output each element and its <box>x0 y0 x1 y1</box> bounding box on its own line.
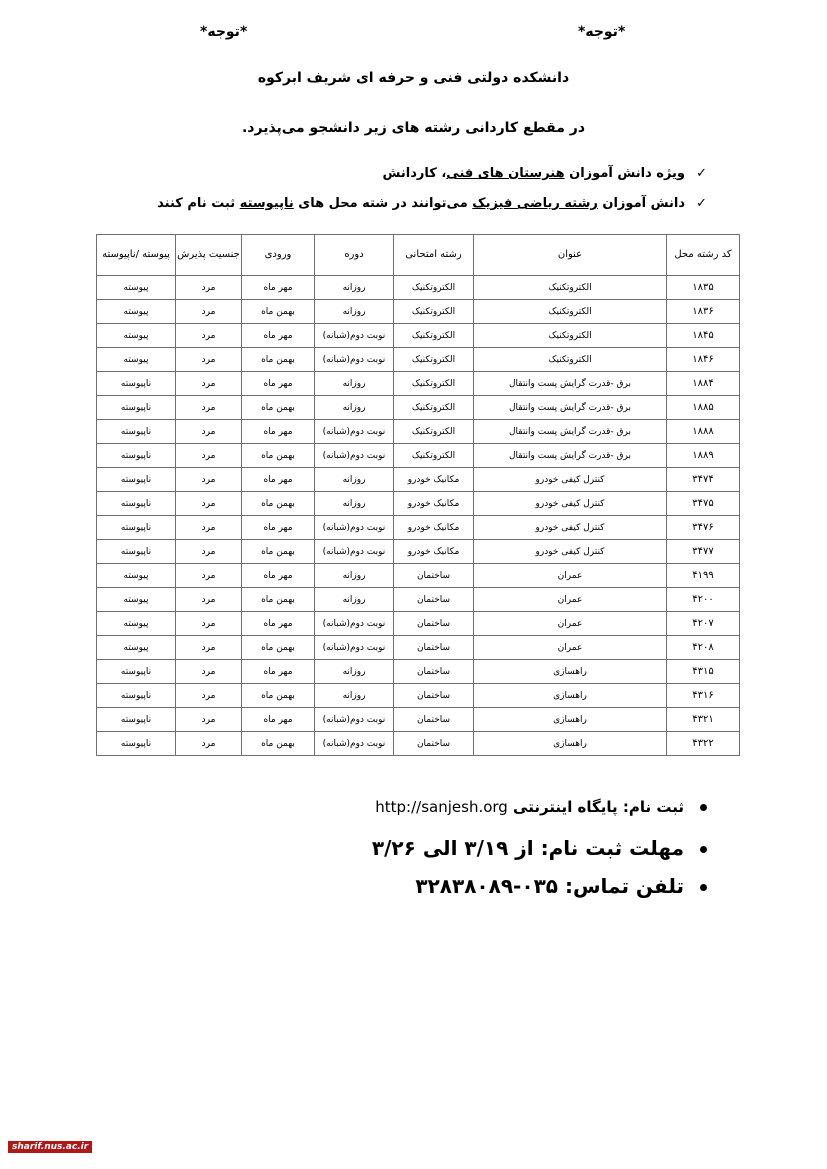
cell-period: روزانه <box>315 492 394 516</box>
condition-2-text-a: دانش آموزان <box>597 196 685 211</box>
cell-title: کنترل کیفی خودرو <box>474 540 667 564</box>
cell-exam-field: الکتروتکنیک <box>394 300 474 324</box>
cell-period: نوبت دوم(شبانه) <box>315 732 394 756</box>
cell-entry: بهمن ماه <box>242 684 315 708</box>
cell-period: نوبت دوم(شبانه) <box>315 612 394 636</box>
table-header-row <box>97 235 740 276</box>
cell-type: ناپیوسته <box>97 540 176 564</box>
cell-entry: مهر ماه <box>242 420 315 444</box>
cell-title: الکتروتکنیک <box>474 300 667 324</box>
cell-entry: بهمن ماه <box>242 444 315 468</box>
cell-exam-field: ساختمان <box>394 612 474 636</box>
cell-type: ناپیوسته <box>97 372 176 396</box>
cell-gender: مرد <box>176 396 242 420</box>
cell-title: الکتروتکنیک <box>474 276 667 300</box>
cell-type: ناپیوسته <box>97 660 176 684</box>
cell-exam-field: الکتروتکنیک <box>394 348 474 372</box>
condition-1 <box>383 166 707 181</box>
cell-title: عمران <box>474 636 667 660</box>
cell-gender: مرد <box>176 348 242 372</box>
cell-period: نوبت دوم(شبانه) <box>315 324 394 348</box>
cell-title: راهسازی <box>474 708 667 732</box>
cell-type: ناپیوسته <box>97 396 176 420</box>
condition-2-text-b: می‌توانند در شته محل های <box>293 196 473 211</box>
bullet-icon <box>700 846 707 853</box>
cell-period: روزانه <box>315 372 394 396</box>
cell-exam-field: ساختمان <box>394 684 474 708</box>
cell-period: نوبت دوم(شبانه) <box>315 540 394 564</box>
cell-type: ناپیوسته <box>97 492 176 516</box>
cell-code: ۱۸۸۴ <box>667 372 740 396</box>
cell-title: الکتروتکنیک <box>474 348 667 372</box>
cell-period: نوبت دوم(شبانه) <box>315 708 394 732</box>
cell-exam-field: مکانیک خودرو <box>394 492 474 516</box>
cell-period: نوبت دوم(شبانه) <box>315 516 394 540</box>
cell-code: ۴۲۰۰ <box>667 588 740 612</box>
table-row <box>97 276 740 300</box>
table-row <box>97 468 740 492</box>
table-row <box>97 612 740 636</box>
table-row <box>97 516 740 540</box>
cell-exam-field: مکانیک خودرو <box>394 468 474 492</box>
cell-period: نوبت دوم(شبانه) <box>315 420 394 444</box>
condition-2 <box>157 196 707 211</box>
cell-entry: مهر ماه <box>242 660 315 684</box>
site-watermark: sharif.nus.ac.ir <box>8 1141 92 1153</box>
cell-title: راهسازی <box>474 660 667 684</box>
cell-exam-field: الکتروتکنیک <box>394 324 474 348</box>
cell-period: روزانه <box>315 300 394 324</box>
cell-title: عمران <box>474 564 667 588</box>
cell-type: پیوسته <box>97 348 176 372</box>
cell-gender: مرد <box>176 660 242 684</box>
cell-exam-field: ساختمان <box>394 708 474 732</box>
info-list <box>372 798 707 912</box>
notice-left: *توجه* <box>200 24 248 40</box>
cell-type: ناپیوسته <box>97 420 176 444</box>
cell-code: ۴۳۲۲ <box>667 732 740 756</box>
table-body <box>97 276 740 756</box>
cell-entry: بهمن ماه <box>242 732 315 756</box>
cell-entry: بهمن ماه <box>242 396 315 420</box>
cell-gender: مرد <box>176 372 242 396</box>
phone-item <box>372 874 707 912</box>
table-row <box>97 492 740 516</box>
header-exam-field: رشته امتحانی <box>394 235 474 276</box>
cell-title: کنترل کیفی خودرو <box>474 516 667 540</box>
registration-item <box>372 798 707 836</box>
table-row <box>97 348 740 372</box>
cell-gender: مرد <box>176 732 242 756</box>
cell-period: نوبت دوم(شبانه) <box>315 348 394 372</box>
cell-code: ۱۸۳۶ <box>667 300 740 324</box>
cell-entry: بهمن ماه <box>242 300 315 324</box>
table-row <box>97 324 740 348</box>
cell-exam-field: الکتروتکنیک <box>394 372 474 396</box>
cell-entry: مهر ماه <box>242 372 315 396</box>
cell-code: ۴۲۰۸ <box>667 636 740 660</box>
cell-gender: مرد <box>176 588 242 612</box>
cell-entry: بهمن ماه <box>242 540 315 564</box>
cell-title: راهسازی <box>474 732 667 756</box>
admission-subtitle: در مقطع کاردانی رشته های زیر دانشجو می‌پذیرد. <box>241 120 586 136</box>
cell-period: نوبت دوم(شبانه) <box>315 636 394 660</box>
bullet-icon <box>700 804 707 811</box>
cell-exam-field: ساختمان <box>394 588 474 612</box>
programs-table <box>96 234 740 756</box>
header-title: عنوان <box>474 235 667 276</box>
cell-type: پیوسته <box>97 612 176 636</box>
cell-entry: بهمن ماه <box>242 492 315 516</box>
table-row <box>97 372 740 396</box>
header-period: دوره <box>315 235 394 276</box>
cell-entry: بهمن ماه <box>242 636 315 660</box>
cell-gender: مرد <box>176 444 242 468</box>
cell-title: کنترل کیفی خودرو <box>474 492 667 516</box>
cell-title: برق -قدرت گرایش پست وانتقال <box>474 444 667 468</box>
cell-gender: مرد <box>176 564 242 588</box>
cell-entry: مهر ماه <box>242 468 315 492</box>
condition-2-underlined: رشته ریاضی فیزیک <box>472 196 598 211</box>
cell-code: ۳۴۷۷ <box>667 540 740 564</box>
cell-code: ۳۴۷۵ <box>667 492 740 516</box>
cell-entry: مهر ماه <box>242 276 315 300</box>
cell-type: پیوسته <box>97 276 176 300</box>
cell-gender: مرد <box>176 612 242 636</box>
table-row <box>97 636 740 660</box>
cell-period: روزانه <box>315 276 394 300</box>
cell-gender: مرد <box>176 300 242 324</box>
cell-code: ۳۴۷۴ <box>667 468 740 492</box>
table-row <box>97 540 740 564</box>
cell-exam-field: الکتروتکنیک <box>394 276 474 300</box>
table-row <box>97 708 740 732</box>
cell-code: ۴۳۱۵ <box>667 660 740 684</box>
cell-exam-field: ساختمان <box>394 636 474 660</box>
phone-text: تلفن تماس: ۰۳۵-۳۲۸۳۸۰۸۹ <box>415 874 684 898</box>
cell-gender: مرد <box>176 636 242 660</box>
cell-exam-field: الکتروتکنیک <box>394 420 474 444</box>
cell-code: ۱۸۸۸ <box>667 420 740 444</box>
cell-type: پیوسته <box>97 564 176 588</box>
cell-gender: مرد <box>176 468 242 492</box>
cell-code: ۴۱۹۹ <box>667 564 740 588</box>
cell-title: عمران <box>474 588 667 612</box>
cell-type: پیوسته <box>97 588 176 612</box>
cell-gender: مرد <box>176 492 242 516</box>
cell-gender: مرد <box>176 708 242 732</box>
table-row <box>97 420 740 444</box>
cell-type: پیوسته <box>97 636 176 660</box>
cell-exam-field: الکتروتکنیک <box>394 444 474 468</box>
cell-title: برق -قدرت گرایش پست وانتقال <box>474 420 667 444</box>
cell-type: ناپیوسته <box>97 444 176 468</box>
table-row <box>97 732 740 756</box>
cell-exam-field: مکانیک خودرو <box>394 516 474 540</box>
cell-exam-field: مکانیک خودرو <box>394 540 474 564</box>
cell-period: نوبت دوم(شبانه) <box>315 444 394 468</box>
condition-1-underlined: هنرستان های فنی <box>446 166 565 181</box>
cell-gender: مرد <box>176 420 242 444</box>
header-type: پیوسته /ناپیوسته <box>97 235 176 276</box>
condition-2-text-c: ثبت نام کنند <box>157 196 240 211</box>
cell-code: ۴۲۰۷ <box>667 612 740 636</box>
cell-entry: مهر ماه <box>242 612 315 636</box>
condition-2-underlined-2: ناپیوسته <box>239 196 294 211</box>
bullet-icon <box>700 884 707 891</box>
deadline-item <box>372 836 707 874</box>
table-row <box>97 300 740 324</box>
cell-title: برق -قدرت گرایش پست وانتقال <box>474 372 667 396</box>
registration-label: ثبت نام: پایگاه اینترنتی <box>507 798 684 816</box>
cell-gender: مرد <box>176 276 242 300</box>
cell-entry: مهر ماه <box>242 564 315 588</box>
check-icon: ✓ <box>696 196 707 211</box>
condition-1-text-b: ، کاردانش <box>382 166 447 181</box>
cell-period: روزانه <box>315 564 394 588</box>
cell-type: پیوسته <box>97 300 176 324</box>
cell-entry: مهر ماه <box>242 516 315 540</box>
condition-1-text-a: ویژه دانش آموزان <box>564 166 685 181</box>
cell-code: ۱۸۸۹ <box>667 444 740 468</box>
cell-code: ۱۸۸۵ <box>667 396 740 420</box>
table-row <box>97 564 740 588</box>
table-row <box>97 396 740 420</box>
cell-code: ۴۳۲۱ <box>667 708 740 732</box>
registration-link[interactable]: http://sanjesh.org <box>375 798 508 816</box>
cell-title: الکتروتکنیک <box>474 324 667 348</box>
cell-code: ۳۴۷۶ <box>667 516 740 540</box>
table-row <box>97 444 740 468</box>
cell-gender: مرد <box>176 540 242 564</box>
table-row <box>97 660 740 684</box>
college-title: دانشکده دولتی فنی و حرفه ای شریف ابرکوه <box>257 70 570 86</box>
cell-type: ناپیوسته <box>97 468 176 492</box>
cell-gender: مرد <box>176 684 242 708</box>
cell-period: روزانه <box>315 660 394 684</box>
cell-gender: مرد <box>176 324 242 348</box>
cell-code: ۴۳۱۶ <box>667 684 740 708</box>
header-gender: جنسیت پذیرش <box>176 235 242 276</box>
cell-type: ناپیوسته <box>97 516 176 540</box>
table-row <box>97 684 740 708</box>
deadline-text: مهلت ثبت نام: از ۳/۱۹ الی ۳/۲۶ <box>371 836 684 860</box>
cell-exam-field: ساختمان <box>394 660 474 684</box>
cell-code: ۱۸۴۵ <box>667 324 740 348</box>
cell-entry: بهمن ماه <box>242 588 315 612</box>
cell-period: روزانه <box>315 396 394 420</box>
cell-code: ۱۸۴۶ <box>667 348 740 372</box>
cell-gender: مرد <box>176 516 242 540</box>
cell-title: عمران <box>474 612 667 636</box>
cell-period: روزانه <box>315 588 394 612</box>
cell-code: ۱۸۳۵ <box>667 276 740 300</box>
cell-exam-field: ساختمان <box>394 564 474 588</box>
cell-exam-field: الکتروتکنیک <box>394 396 474 420</box>
cell-entry: مهر ماه <box>242 324 315 348</box>
cell-period: روزانه <box>315 684 394 708</box>
cell-title: کنترل کیفی خودرو <box>474 468 667 492</box>
check-icon: ✓ <box>696 166 707 181</box>
cell-entry: مهر ماه <box>242 708 315 732</box>
cell-title: برق -قدرت گرایش پست وانتقال <box>474 396 667 420</box>
header-entry: ورودی <box>242 235 315 276</box>
table-row <box>97 588 740 612</box>
cell-exam-field: ساختمان <box>394 732 474 756</box>
notice-right: *توجه* <box>578 24 626 40</box>
cell-title: راهسازی <box>474 684 667 708</box>
cell-entry: بهمن ماه <box>242 348 315 372</box>
cell-type: ناپیوسته <box>97 732 176 756</box>
cell-type: ناپیوسته <box>97 708 176 732</box>
header-code: کد رشته محل <box>667 235 740 276</box>
cell-period: روزانه <box>315 468 394 492</box>
cell-type: پیوسته <box>97 324 176 348</box>
cell-type: ناپیوسته <box>97 684 176 708</box>
